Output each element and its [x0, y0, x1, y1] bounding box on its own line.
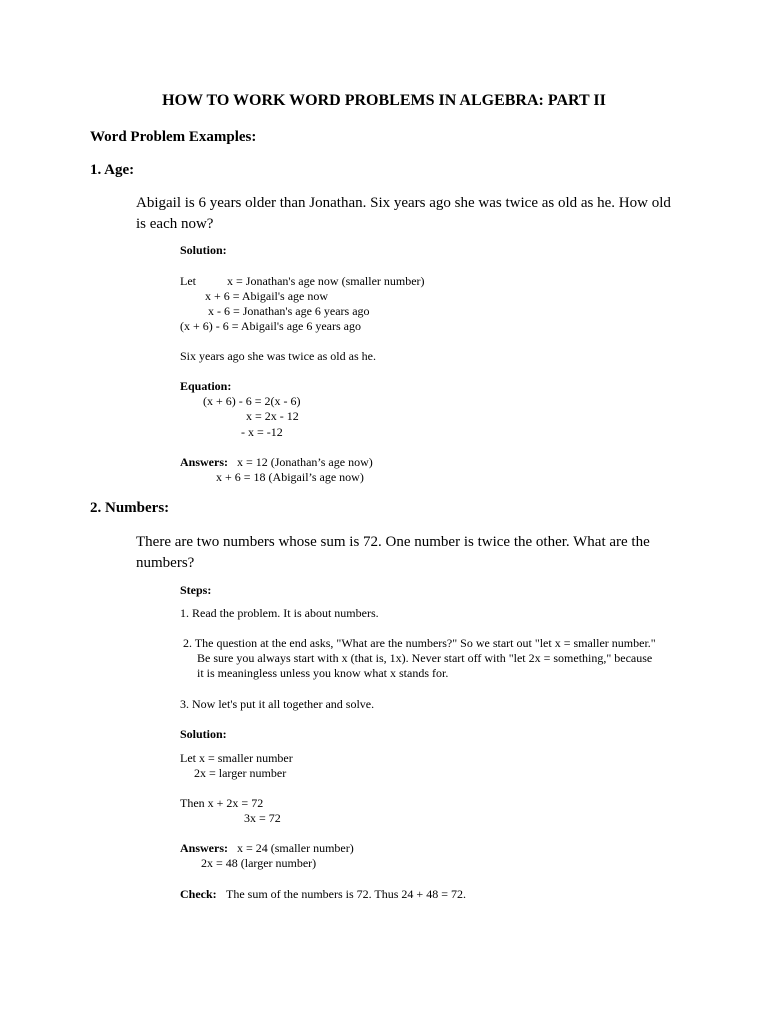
numbers-then-line: 3x = 72: [244, 811, 281, 825]
age-equation-line: (x + 6) - 6 = 2(x - 6): [203, 394, 301, 408]
numbers-steps-label: Steps:: [180, 583, 212, 597]
age-equation-line: - x = -12: [241, 425, 283, 439]
age-let-line: x - 6 = Jonathan's age 6 years ago: [208, 304, 370, 318]
numbers-step: 3. Now let's put it all together and solve.: [180, 697, 375, 711]
age-solution-label: Solution:: [180, 243, 227, 257]
age-statement: Six years ago she was twice as old as he.: [180, 349, 376, 363]
numbers-solution-label: Solution:: [180, 727, 227, 741]
age-problem: Abigail is 6 years older than Jonathan. Six years ago she was twice as old as he. How old is each now?: [136, 195, 671, 232]
section-subtitle: Word Problem Examples:: [90, 129, 257, 145]
numbers-let-line: Let x = smaller number: [180, 751, 293, 765]
age-answer-line: x + 6 = 18 (Abigail’s age now): [216, 470, 364, 484]
age-let-word: Let: [180, 274, 196, 288]
numbers-answers-label: Answers:: [180, 841, 228, 855]
numbers-answer-line: 2x = 48 (larger number): [201, 856, 317, 870]
age-heading: 1. Age:: [90, 162, 135, 178]
page-title: HOW TO WORK WORD PROBLEMS IN ALGEBRA: PART II: [162, 92, 606, 109]
age-equation-label: Equation:: [180, 379, 232, 393]
age-answer-line: x = 12 (Jonathan’s age now): [237, 455, 373, 469]
age-answers-label: Answers:: [180, 455, 228, 469]
numbers-answer-line: x = 24 (smaller number): [237, 841, 354, 855]
numbers-problem: There are two numbers whose sum is 72. One number is twice the other. What are the numbers?: [136, 534, 650, 571]
numbers-heading: 2. Numbers:: [90, 500, 170, 516]
age-let-line: x + 6 = Abigail's age now: [205, 289, 329, 303]
numbers-then-line: Then x + 2x = 72: [180, 796, 264, 810]
numbers-check-text: The sum of the numbers is 72. Thus 24 + 48 = 72.: [226, 887, 466, 901]
age-let-line: (x + 6) - 6 = Abigail's age 6 years ago: [180, 319, 361, 333]
numbers-let-line: 2x = larger number: [194, 766, 287, 780]
numbers-step: 1. Read the problem. It is about numbers.: [180, 606, 379, 620]
age-let-line: x = Jonathan's age now (smaller number): [227, 274, 425, 288]
numbers-step: 2. The question at the end asks, "What are the numbers?" So we start out "let x = smaller number." Be sure you always start with x (that is, 1x). Never start off with "let 2x = something," because it is meaningless unless you know what x stands for.: [183, 636, 656, 680]
numbers-check-label: Check:: [180, 887, 217, 901]
age-equation-line: x = 2x - 12: [246, 409, 299, 423]
